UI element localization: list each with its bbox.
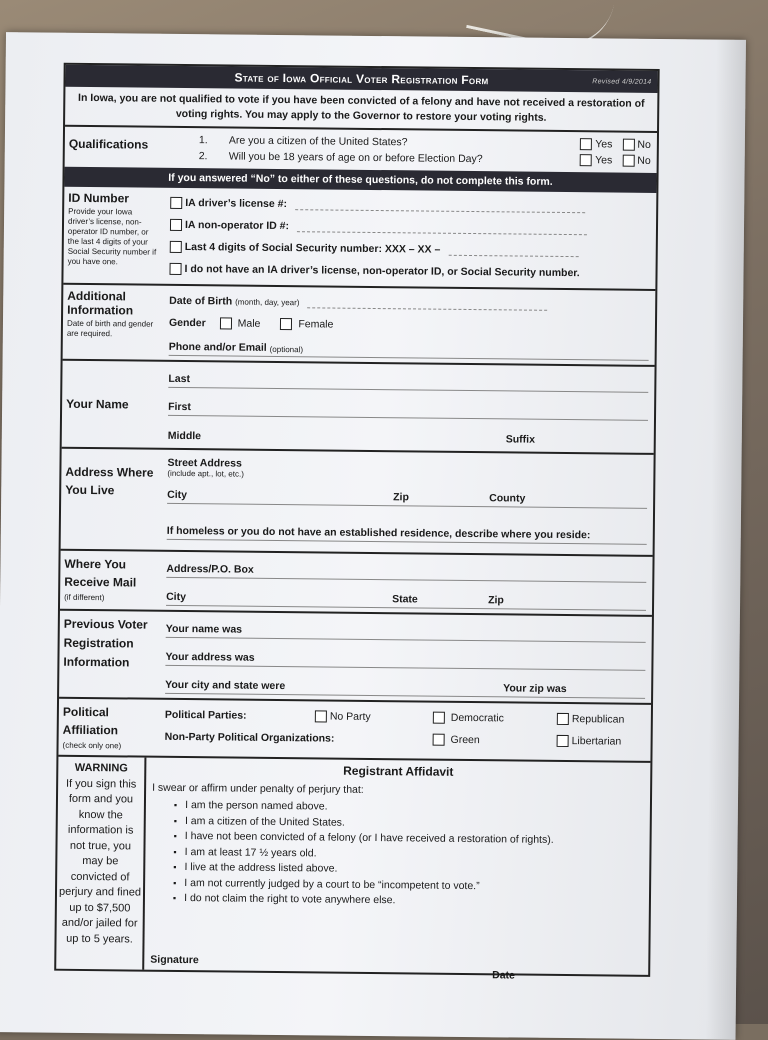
no-id-option[interactable] [169, 258, 649, 285]
city-zip-county-field[interactable] [167, 482, 647, 509]
republican-label: Republican [571, 712, 625, 726]
zip-label: Zip [393, 491, 409, 504]
qualifications-label: Qualifications [68, 136, 149, 152]
paper-sheet [0, 32, 746, 1040]
affidavit-item: ▪ I do not claim the right to vote anywhere else. [173, 891, 643, 911]
middle-label: Middle [167, 429, 202, 443]
question-2-number: 2. [198, 150, 208, 163]
no-party-option[interactable] [315, 710, 371, 723]
non-party-line [165, 726, 645, 753]
id-number-label-cell [63, 187, 164, 284]
mail-city-label: City [166, 590, 187, 604]
affidavit-lead: I swear or affirm under penalty of perjury that: [152, 781, 364, 796]
warning-text: If you sign this form and you know the information is not true, you may be convicted of perjury and fined up to $7,500 and/or jailed for up to 5 years. [58, 777, 142, 946]
checkbox-icon[interactable] [220, 317, 232, 329]
affidavit-section [56, 757, 650, 982]
mail-city-field[interactable] [166, 584, 646, 611]
parties-label: Political Parties: [164, 708, 247, 722]
warning-box [56, 757, 146, 970]
county-label: County [489, 492, 526, 505]
female-option[interactable] [280, 318, 333, 331]
middle-name-field[interactable] [168, 422, 648, 449]
suffix-label: Suffix [505, 433, 536, 446]
signature-field[interactable]: Signature [150, 953, 199, 967]
checkbox-icon[interactable] [169, 263, 181, 275]
female-label: Female [298, 318, 334, 331]
phone-label: Phone and/or Email [168, 340, 267, 354]
mail-address-field[interactable] [166, 556, 646, 583]
previous-city-field[interactable] [165, 672, 645, 699]
democratic-label: Democratic [450, 711, 504, 725]
qualifications-section [65, 127, 657, 173]
previous-registration-section [59, 611, 652, 705]
non-party-label: Non-Party Political Organizations: [164, 730, 335, 745]
homeless-label: If homeless or you do not have an established residence, describe where you reside: [166, 524, 591, 542]
name-label: Your Name [66, 396, 129, 412]
id-number-help: Provide your Iowa driver’s license, non-operator ID number, or the last 4 digits of your Social Security number if you have one. [67, 206, 157, 267]
form-title: State of Iowa Official Voter Registration Form [234, 70, 489, 88]
mail-section [60, 551, 653, 617]
checkbox-icon[interactable] [557, 713, 569, 725]
gender-label: Gender [168, 316, 206, 330]
checkbox-icon[interactable] [280, 318, 292, 330]
political-hint: (check only one) [62, 740, 122, 751]
mail-label-cell [60, 551, 161, 610]
question-1-number: 1. [198, 134, 208, 147]
date-field[interactable]: Date [492, 969, 515, 982]
street-label: Street Address [167, 456, 242, 470]
age-no[interactable] [622, 154, 651, 167]
street-address-field[interactable] [167, 454, 647, 485]
previous-body [159, 612, 652, 703]
affidavit-body [144, 758, 650, 982]
no-id-label: I do not have an IA driver’s license, non-operator ID, or Social Security number. [184, 263, 580, 280]
ssn-input[interactable] [448, 244, 578, 256]
checkbox-icon[interactable] [580, 154, 592, 166]
additional-body [163, 286, 656, 365]
previous-label: Previous Voter Registration Information [63, 616, 148, 670]
yes-label: Yes [595, 154, 613, 167]
ssn-label: Last 4 digits of Social Security number: XXX – XX – [184, 241, 441, 256]
checkbox-icon[interactable] [433, 712, 445, 724]
question-1-text: Are you a citizen of the United States? [228, 134, 408, 149]
checkbox-icon[interactable] [622, 155, 634, 167]
political-label: Political Affiliation [62, 704, 119, 738]
affidavit-item: ▪ I am the person named above. [174, 798, 644, 818]
homeless-field[interactable] [167, 510, 647, 545]
no-party-label: No Party [329, 710, 371, 723]
first-label: First [168, 400, 191, 414]
intro-notice: In Iowa, you are not qualified to vote if you have been convicted of a felony and have not received a restoration of voting rights. You may apply to the Governor to restore your voting rights. [65, 87, 657, 133]
name-body [162, 362, 655, 453]
democratic-option[interactable] [433, 712, 504, 725]
checkbox-icon[interactable] [622, 139, 634, 151]
drivers-license-label: IA driver’s license #: [185, 197, 288, 211]
phone-hint: (optional) [269, 344, 304, 355]
affidavit-item: ▪ I have not been convicted of a felony (or I have received a restoration of rights). [174, 829, 644, 849]
voter-registration-form [54, 63, 659, 982]
libertarian-option[interactable] [557, 735, 622, 748]
green-label: Green [450, 733, 480, 747]
checkbox-icon[interactable] [580, 138, 592, 150]
citizen-yes[interactable] [580, 138, 612, 151]
affidavit-item: ▪ I live at the address listed above. [173, 860, 643, 880]
revised-date: Revised 4/9/2014 [592, 78, 652, 86]
age-yes[interactable] [580, 154, 612, 167]
yes-label: Yes [595, 138, 613, 151]
affidavit-item: ▪ I am a citizen of the United States. [174, 813, 644, 833]
additional-label-cell [63, 285, 164, 360]
affidavit-list [173, 798, 644, 911]
address-body [161, 450, 654, 555]
mail-address-label: Address/P.O. Box [166, 562, 254, 576]
last-label: Last [168, 372, 191, 386]
checkbox-icon[interactable] [557, 735, 569, 747]
mail-label: Where You Receive Mail [64, 556, 137, 590]
citizen-no[interactable] [622, 138, 651, 151]
previous-address-field[interactable] [165, 644, 645, 671]
qualifications-body [165, 128, 657, 173]
id-number-section [63, 187, 656, 291]
street-hint: (include apt., lot, etc.) [167, 468, 244, 479]
address-label: Address Where You Live [65, 464, 154, 498]
male-option[interactable] [220, 317, 261, 330]
mail-hint: (if different) [64, 592, 105, 603]
male-label: Male [237, 317, 261, 330]
dob-label: Date of Birth [169, 294, 233, 308]
libertarian-label: Libertarian [571, 734, 622, 748]
previous-name-field[interactable] [166, 616, 646, 643]
checkbox-icon[interactable] [170, 219, 182, 231]
previous-zip-label: Your zip was [503, 682, 567, 696]
affidavit-item: ▪ I am not currently judged by a court to be “incompetent to vote.” [173, 875, 643, 895]
checkbox-icon[interactable] [315, 711, 327, 723]
checkbox-icon[interactable] [433, 734, 445, 746]
republican-option[interactable] [557, 713, 625, 726]
checkbox-icon[interactable] [170, 197, 182, 209]
green-option[interactable] [433, 734, 480, 747]
mail-state-label: State [392, 593, 418, 606]
additional-help: Date of birth and gender are required. [66, 318, 154, 339]
political-label-cell [58, 699, 159, 756]
no-label: No [637, 138, 651, 151]
additional-label: Additional Information [67, 288, 134, 318]
question-2-text: Will you be 18 years of age on or before Election Day? [228, 150, 483, 166]
dob-hint: (month, day, year) [235, 297, 300, 307]
non-operator-input[interactable] [297, 221, 587, 235]
address-section [61, 449, 654, 557]
affidavit-title: Registrant Affidavit [343, 763, 454, 779]
affidavit-item: ▪ I am at least 17 ½ years old. [173, 844, 643, 864]
first-name-field[interactable] [168, 394, 648, 421]
warning-title: WARNING [74, 761, 128, 775]
non-operator-label: IA non-operator ID #: [184, 219, 290, 233]
name-section [62, 361, 655, 455]
drivers-license-input[interactable] [295, 199, 585, 213]
previous-city-label: Your city and state were [165, 678, 286, 693]
mail-zip-label: Zip [488, 594, 504, 607]
previous-name-label: Your name was [165, 622, 243, 636]
previous-address-label: Your address was [165, 650, 255, 664]
political-body [158, 700, 651, 761]
political-section [58, 699, 651, 763]
qualification-warning-bar: If you answered “No” to either of these questions, do not complete this form. [64, 167, 656, 193]
id-number-label: ID Number [68, 190, 130, 206]
id-number-body [163, 188, 656, 289]
city-label: City [167, 488, 188, 502]
mail-body [160, 552, 653, 615]
phone-email-field[interactable] [169, 334, 649, 361]
dob-input[interactable] [307, 297, 547, 311]
no-label: No [637, 154, 651, 167]
checkbox-icon[interactable] [170, 241, 182, 253]
additional-info-section [63, 285, 656, 367]
last-name-field[interactable] [168, 366, 648, 393]
